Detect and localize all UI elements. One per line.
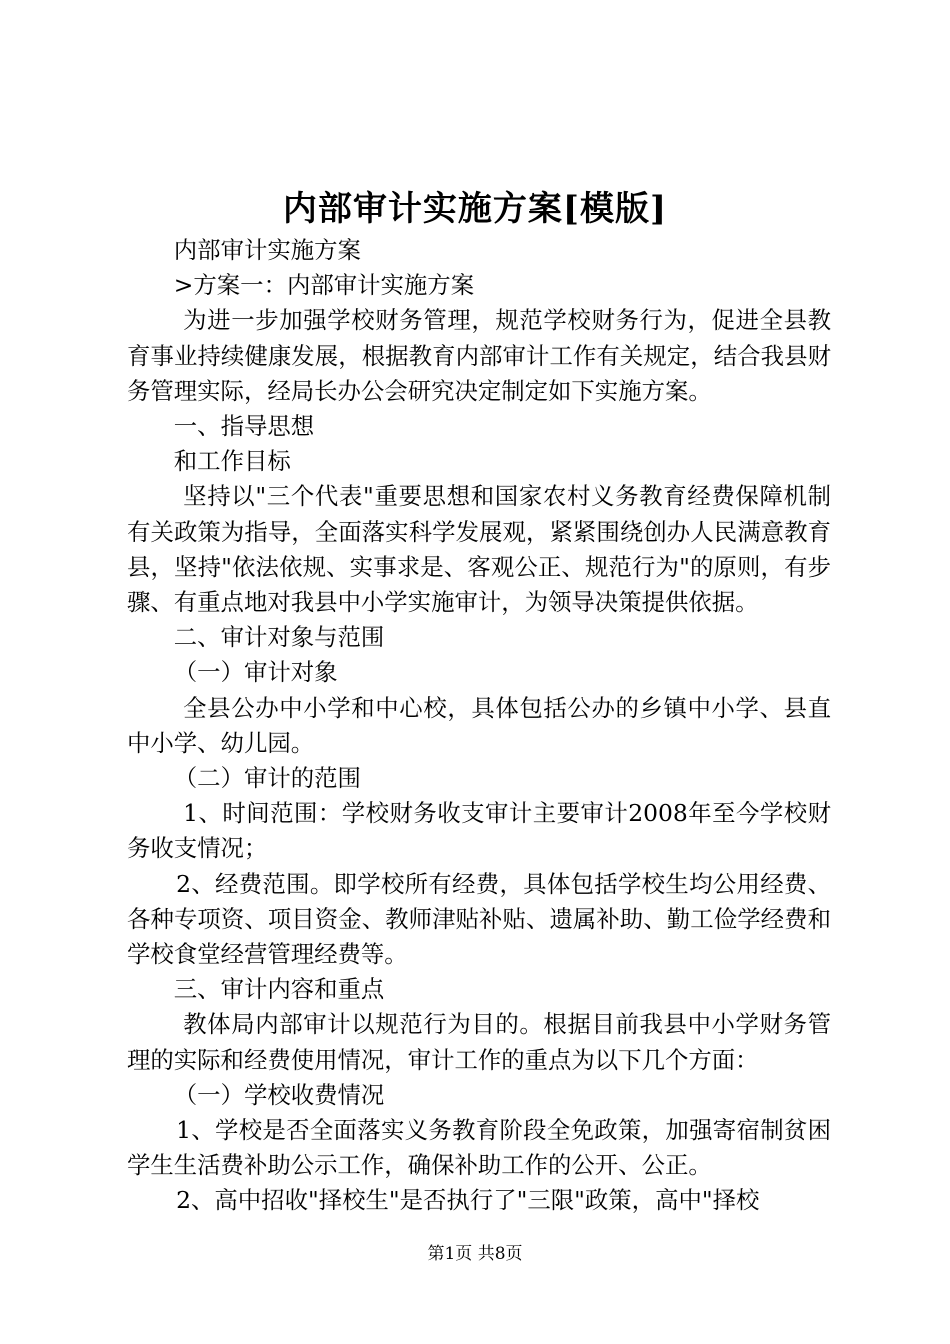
subsection-heading-objects: （一）审计对象 (173, 658, 338, 687)
paragraph-fund-range: 2、经费范围。即学校所有经费，具体包括学校生均公用经费、各种专项资、项目资金、教师津贴补贴、遗属补助、勤工俭学经费和学校食堂经营管理经费等。 (127, 869, 831, 969)
section-heading-guiding: 一、指导思想 (173, 412, 315, 441)
subsection-heading-range: （二）审计的范围 (173, 764, 361, 793)
page-footer: 第1页 共8页 (427, 1244, 523, 1264)
section-heading-scope: 二、审计对象与范围 (173, 623, 385, 652)
paragraph-fees-item-1: 1、学校是否全面落实义务教育阶段全免政策，加强寄宿制贫困学生生活费补助公示工作，确保补助工作的公开、公正。 (127, 1116, 831, 1180)
section-heading-goals: 和工作目标 (173, 447, 291, 476)
paragraph-fees-item-2: 2、高中招收"择校生"是否执行了"三限"政策，高中"择校 (176, 1186, 760, 1215)
paragraph-heading-repeat: 内部审计实施方案 (173, 236, 361, 264)
document-body (127, 233, 831, 1219)
section-heading-content: 三、审计内容和重点 (173, 975, 385, 1004)
subsection-heading-fees: （一）学校收费情况 (173, 1080, 385, 1109)
paragraph-scheme-one: >方案一：内部审计实施方案 (173, 271, 475, 300)
document-title: 内部审计实施方案[模版] (282, 189, 668, 229)
paragraph-focus: 教体局内部审计以规范行为目的。根据目前我县中小学财务管理的实际和经费使用情况，审计工作的重点为以下几个方面： (127, 1010, 831, 1074)
paragraph-principles: 坚持以"三个代表"重要思想和国家农村义务教育经费保障机制有关政策为指导，全面落实科学发展观，紧紧围绕创办人民满意教育县，坚持"依法依规、实事求是、客观公正、规范行为"的原则，有步骤、有重点地对我县中小学实施审计，为领导决策提供依据。 (127, 482, 831, 617)
paragraph-intro: 为进一步加强学校财务管理，规范学校财务行为，促进全县教育事业持续健康发展，根据教育内部审计工作有关规定，结合我县财务管理实际，经局长办公会研究决定制定如下实施方案。 (127, 306, 831, 405)
paragraph-objects: 全县公办中小学和中心校，具体包括公办的乡镇中小学、县直中小学、幼儿园。 (127, 693, 831, 757)
paragraph-time-range: 1、时间范围：学校财务收支审计主要审计2008年至今学校财务收支情况； (127, 799, 831, 863)
